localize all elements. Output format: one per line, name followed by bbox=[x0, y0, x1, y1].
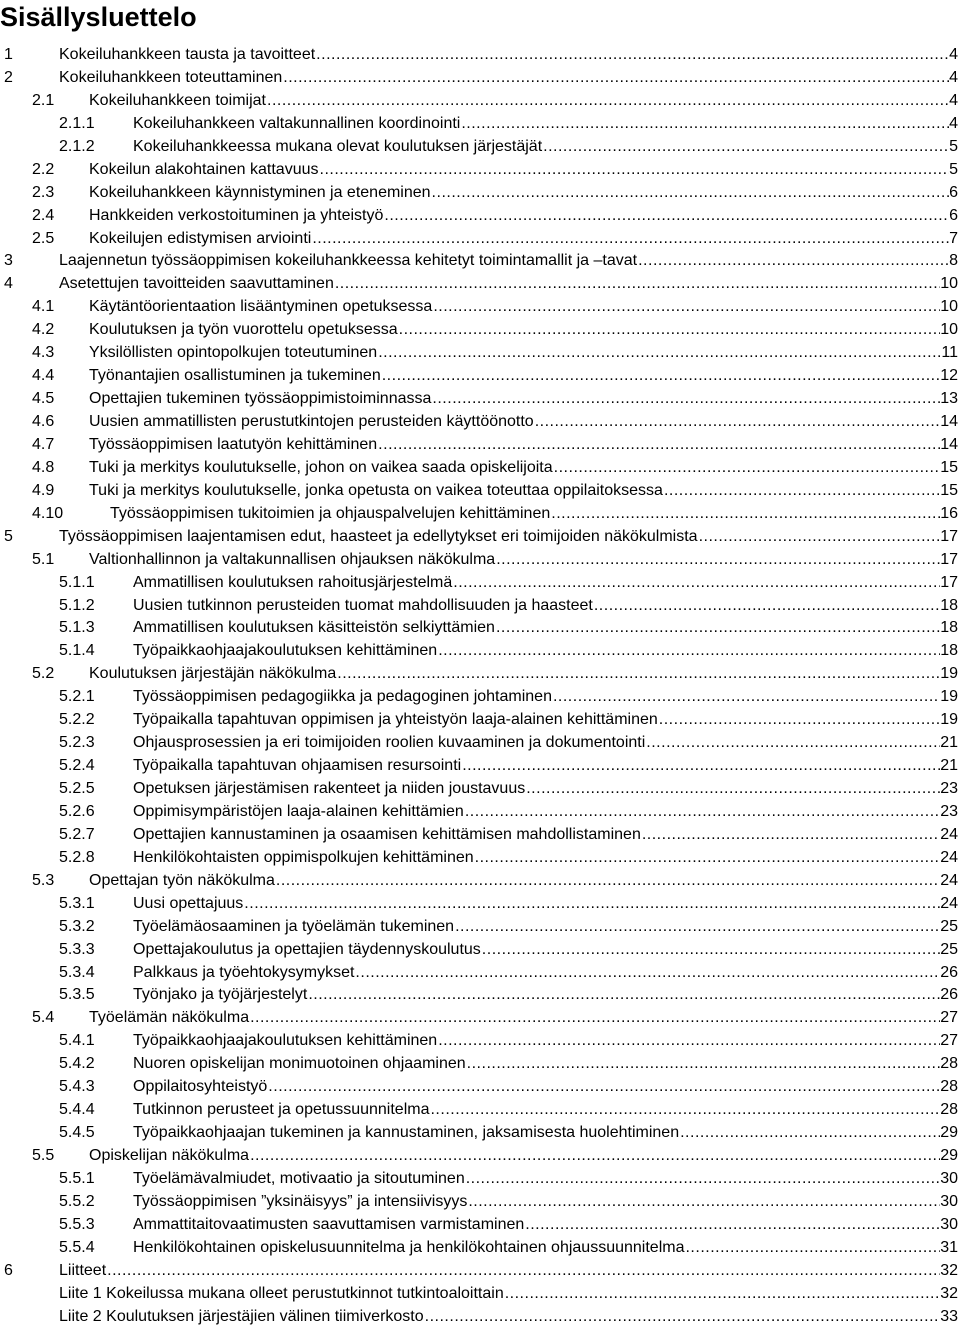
toc-dot-leader bbox=[465, 801, 940, 824]
toc-entry-page: 17 bbox=[940, 527, 958, 545]
toc-dot-leader bbox=[664, 480, 940, 503]
toc-entry-number: 5.3.5 bbox=[59, 986, 95, 1004]
toc-entry-page: 23 bbox=[940, 780, 958, 797]
toc-dot-leader bbox=[482, 939, 940, 962]
toc-dot-leader bbox=[250, 1145, 940, 1168]
toc-dot-leader bbox=[268, 1076, 940, 1099]
toc-entry[interactable] bbox=[0, 640, 958, 663]
toc-entry-title: Työnjako ja työjärjestelyt bbox=[133, 986, 308, 1004]
toc-entry[interactable] bbox=[0, 595, 958, 618]
toc-dot-leader bbox=[642, 824, 940, 847]
toc-entry[interactable] bbox=[0, 457, 958, 480]
toc-dot-leader bbox=[432, 388, 940, 411]
toc-entry-page: 24 bbox=[940, 825, 958, 843]
toc-entry-page: 27 bbox=[940, 1009, 958, 1027]
toc-entry-number: 5.2.1 bbox=[59, 688, 95, 706]
toc-entry[interactable] bbox=[0, 824, 958, 847]
toc-entry-title: Työpaikalla tapahtuvan oppimisen ja yhteistyön laaja-alainen kehittäminen bbox=[133, 711, 658, 729]
toc-entry-title: Kokeiluhankkeen valtakunnallinen koordinointi bbox=[133, 114, 461, 132]
toc-entry[interactable] bbox=[0, 709, 958, 732]
toc-entry-page: 10 bbox=[940, 298, 958, 316]
toc-entry-number: 5.1.2 bbox=[59, 596, 95, 614]
toc-entry-page: 30 bbox=[940, 1215, 958, 1233]
toc-entry-page: 30 bbox=[940, 1169, 958, 1187]
toc-entry-page: 14 bbox=[940, 435, 958, 453]
toc-dot-leader bbox=[526, 778, 940, 801]
table-of-contents bbox=[0, 44, 958, 1329]
toc-entry[interactable] bbox=[0, 250, 958, 273]
toc-entry[interactable] bbox=[0, 1306, 958, 1329]
toc-dot-leader bbox=[337, 663, 940, 686]
toc-entry-number: 2 bbox=[4, 68, 13, 86]
toc-entry-title: Koulutuksen järjestäjän näkökulma bbox=[89, 665, 337, 683]
toc-entry-number: 5.2.3 bbox=[59, 734, 95, 752]
toc-entry-title: Uusi opettajuus bbox=[133, 894, 244, 912]
toc-entry-number: 2.2 bbox=[32, 160, 55, 178]
toc-entry-number: 5.2 bbox=[32, 665, 55, 683]
toc-entry-page: 10 bbox=[940, 275, 958, 293]
toc-entry-title: Henkilökohtaisten oppimispolkujen kehittäminen bbox=[133, 848, 474, 866]
toc-entry-title: Kokeiluhankkeen tausta ja tavoitteet bbox=[59, 46, 316, 63]
toc-dot-leader bbox=[355, 962, 940, 985]
toc-entry-title: Kokeiluhankkeen toimijat bbox=[89, 91, 266, 109]
toc-entry[interactable] bbox=[0, 893, 958, 916]
toc-dot-leader bbox=[267, 90, 949, 113]
toc-entry-page: 28 bbox=[940, 1101, 958, 1119]
toc-dot-leader bbox=[438, 640, 940, 663]
toc-entry-number: 5.5.1 bbox=[59, 1169, 95, 1187]
toc-entry-number: 5.3.4 bbox=[59, 963, 95, 981]
toc-entry-page: 19 bbox=[940, 688, 958, 706]
toc-dot-leader bbox=[659, 709, 940, 732]
toc-entry-page: 24 bbox=[940, 848, 958, 866]
toc-entry-title: Työssäoppimisen pedagogiikka ja pedagoginen johtaminen bbox=[133, 688, 552, 706]
toc-entry-number: 5.1.4 bbox=[59, 642, 95, 660]
toc-entry[interactable] bbox=[0, 296, 958, 319]
toc-dot-leader bbox=[378, 342, 941, 365]
toc-entry-title: Työssäoppimisen ”yksinäisyys” ja intensiivisyys bbox=[133, 1192, 468, 1210]
toc-entry[interactable] bbox=[0, 1145, 958, 1168]
toc-entry-number: 5.4.5 bbox=[59, 1124, 95, 1142]
toc-entry-title: Kokeilun alakohtainen kattavuus bbox=[89, 160, 319, 178]
toc-entry-number: 2.3 bbox=[32, 183, 55, 201]
toc-entry[interactable] bbox=[0, 939, 958, 962]
toc-entry[interactable] bbox=[0, 159, 958, 182]
toc-entry[interactable] bbox=[0, 549, 958, 572]
toc-entry-title: Nuoren opiskelijan monimuotoinen ohjaaminen bbox=[133, 1055, 466, 1073]
toc-entry-number: 5.5 bbox=[32, 1147, 55, 1164]
toc-entry[interactable] bbox=[0, 1007, 958, 1030]
toc-entry-page: 17 bbox=[940, 550, 958, 568]
toc-entry-page: 16 bbox=[940, 504, 958, 522]
toc-entry-number: 4.3 bbox=[32, 344, 55, 362]
toc-entry-number: 3 bbox=[4, 252, 13, 270]
toc-entry-page: 32 bbox=[940, 1284, 958, 1302]
toc-entry-title: Työssäoppimisen laajentamisen edut, haasteet ja edellytykset eri toimijoiden näkökulmista bbox=[59, 527, 698, 545]
toc-entry-title: Työpaikalla tapahtuvan ohjaamisen resursointi bbox=[133, 757, 462, 775]
toc-entry-title: Oppimisympäristöjen laaja-alainen kehittämien bbox=[133, 802, 464, 820]
toc-entry-title: Työpaikkaohjaajan tukeminen ja kannustaminen, jaksamisesta huolehtiminen bbox=[133, 1124, 680, 1142]
toc-entry[interactable] bbox=[0, 90, 958, 113]
toc-entry-title: Ammatillisen koulutuksen käsitteistön selkiyttämien bbox=[133, 619, 495, 637]
toc-entry[interactable] bbox=[0, 411, 958, 434]
toc-entry[interactable] bbox=[0, 778, 958, 801]
toc-dot-leader bbox=[453, 572, 940, 595]
toc-entry[interactable] bbox=[0, 617, 958, 640]
toc-dot-leader bbox=[646, 732, 940, 755]
toc-dot-leader bbox=[316, 44, 949, 67]
toc-entry-page: 23 bbox=[940, 802, 958, 820]
toc-entry-title: Valtionhallinnon ja valtakunnallisen ohjauksen näkökulma bbox=[89, 550, 496, 568]
toc-entry[interactable] bbox=[0, 503, 958, 526]
toc-entry-page: 11 bbox=[941, 344, 958, 362]
toc-entry[interactable] bbox=[0, 342, 958, 365]
toc-entry-number: 5.3.1 bbox=[59, 894, 95, 912]
toc-entry-number: 5.2.4 bbox=[59, 757, 95, 775]
toc-entry-title: Tuki ja merkitys koulutukselle, johon on vaikea saada opiskelijoita bbox=[89, 458, 553, 476]
toc-dot-leader bbox=[107, 1260, 940, 1283]
toc-entry[interactable] bbox=[0, 480, 958, 503]
toc-entry-number: 4.9 bbox=[32, 481, 55, 499]
toc-entry-page: 29 bbox=[940, 1147, 958, 1164]
toc-entry-page: 4 bbox=[949, 91, 958, 109]
page-title: Sisällysluettelo bbox=[0, 2, 197, 32]
toc-entry-page: 4 bbox=[949, 68, 958, 86]
toc-entry-number: 4.8 bbox=[32, 458, 55, 476]
toc-entry-number: 2.4 bbox=[32, 206, 55, 224]
toc-entry[interactable] bbox=[0, 663, 958, 686]
toc-entry-page: 12 bbox=[940, 367, 958, 385]
toc-entry[interactable] bbox=[0, 182, 958, 205]
toc-entry[interactable] bbox=[0, 113, 958, 136]
toc-entry-title: Työnantajien osallistuminen ja tukeminen bbox=[89, 367, 381, 385]
toc-dot-leader bbox=[543, 136, 949, 159]
toc-dot-leader bbox=[680, 1122, 940, 1145]
toc-entry-title: Liite 2 Koulutuksen järjestäjien välinen tiimiverkosto bbox=[59, 1307, 424, 1325]
toc-entry-title: Opetuksen järjestämisen rakenteet ja niiden joustavuus bbox=[133, 780, 526, 797]
toc-entry[interactable] bbox=[0, 44, 958, 67]
toc-dot-leader bbox=[382, 365, 940, 388]
toc-dot-leader bbox=[496, 549, 940, 572]
toc-dot-leader bbox=[384, 205, 949, 228]
toc-entry-title: Opettajien kannustaminen ja osaamisen kehittämisen mahdollistaminen bbox=[133, 825, 641, 843]
toc-entry-number: 4.6 bbox=[32, 413, 55, 430]
toc-entry-page: 25 bbox=[940, 940, 958, 958]
toc-dot-leader bbox=[466, 1168, 940, 1191]
toc-entry-title: Opiskelijan näkökulma bbox=[89, 1147, 250, 1164]
toc-entry-page: 28 bbox=[940, 1078, 958, 1096]
toc-entry-title: Ammatillisen koulutuksen rahoitusjärjestelmä bbox=[133, 573, 453, 591]
toc-entry-number: 4.5 bbox=[32, 390, 55, 408]
toc-entry-title: Laajennetun työssäoppimisen kokeiluhankkeessa kehitetyt toimintamallit ja –tavat bbox=[59, 252, 638, 270]
toc-entry-number: 5.1.3 bbox=[59, 619, 95, 637]
toc-entry-title: Yksilöllisten opintopolkujen toteutuminen bbox=[89, 344, 378, 362]
toc-entry[interactable] bbox=[0, 1214, 958, 1237]
toc-entry-title: Kokeilujen edistymisen arviointi bbox=[89, 229, 312, 247]
toc-entry[interactable] bbox=[0, 916, 958, 939]
toc-entry-title: Kokeiluhankkeen käynnistyminen ja eteneminen bbox=[89, 183, 431, 201]
toc-entry-title: Opettajien tukeminen työssäoppimistoiminnassa bbox=[89, 390, 432, 408]
toc-dot-leader bbox=[438, 1030, 940, 1053]
toc-dot-leader bbox=[308, 984, 940, 1007]
toc-entry-title: Työssäoppimisen laatutyön kehittäminen bbox=[89, 435, 378, 453]
toc-entry-number: 5.1 bbox=[32, 550, 55, 568]
toc-dot-leader bbox=[250, 1007, 940, 1030]
toc-entry-page: 6 bbox=[949, 183, 958, 201]
toc-entry[interactable] bbox=[0, 67, 958, 90]
toc-dot-leader bbox=[553, 686, 940, 709]
toc-dot-leader bbox=[283, 67, 949, 90]
toc-entry-number: 1 bbox=[4, 46, 13, 63]
toc-dot-leader bbox=[462, 755, 940, 778]
toc-entry-number: 5.4.1 bbox=[59, 1032, 95, 1050]
toc-dot-leader bbox=[430, 1099, 940, 1122]
toc-dot-leader bbox=[399, 319, 941, 342]
toc-entry-number: 5.1.1 bbox=[59, 573, 95, 591]
toc-entry[interactable] bbox=[0, 205, 958, 228]
toc-entry-page: 19 bbox=[940, 711, 958, 729]
toc-entry[interactable] bbox=[0, 801, 958, 824]
toc-entry[interactable] bbox=[0, 870, 958, 893]
toc-entry[interactable] bbox=[0, 1030, 958, 1053]
toc-entry-title: Oppilaitosyhteistyö bbox=[133, 1078, 268, 1096]
toc-entry-title: Kokeiluhankkeessa mukana olevat koulutuksen järjestäjät bbox=[133, 137, 543, 155]
toc-entry-page: 15 bbox=[940, 481, 958, 499]
toc-entry-number: 4.10 bbox=[32, 504, 64, 522]
toc-entry[interactable] bbox=[0, 732, 958, 755]
toc-entry-title: Liite 1 Kokeilussa mukana olleet perustutkinnot tutkintoaloittain bbox=[59, 1284, 504, 1302]
toc-entry-title: Koulutuksen ja työn vuorottelu opetuksessa bbox=[89, 321, 398, 339]
toc-dot-leader bbox=[496, 617, 940, 640]
toc-entry-number: 5 bbox=[4, 527, 13, 545]
toc-entry-page: 26 bbox=[940, 986, 958, 1004]
toc-entry-number: 5.4 bbox=[32, 1009, 55, 1027]
toc-dot-leader bbox=[312, 228, 949, 251]
toc-entry-title: Hankkeiden verkostoituminen ja yhteistyö bbox=[89, 206, 384, 224]
toc-entry-title: Uusien ammatillisten perustutkintojen perusteiden käyttöönotto bbox=[89, 413, 534, 430]
toc-entry-number: 5.3.2 bbox=[59, 917, 95, 935]
toc-entry-number: 4.4 bbox=[32, 367, 55, 385]
toc-entry-page: 7 bbox=[949, 229, 958, 247]
toc-entry[interactable] bbox=[0, 686, 958, 709]
toc-entry-page: 8 bbox=[949, 252, 958, 270]
toc-entry-number: 4.7 bbox=[32, 435, 55, 453]
toc-entry-page: 29 bbox=[940, 1124, 958, 1142]
toc-entry-title: Opettajan työn näkökulma bbox=[89, 871, 275, 889]
toc-entry-page: 19 bbox=[940, 665, 958, 683]
toc-entry[interactable] bbox=[0, 572, 958, 595]
toc-entry[interactable] bbox=[0, 1260, 958, 1283]
toc-entry-page: 25 bbox=[940, 917, 958, 935]
toc-dot-leader bbox=[551, 503, 940, 526]
toc-entry-page: 6 bbox=[949, 206, 958, 224]
toc-entry-title: Työssäoppimisen tukitoimien ja ohjauspalvelujen kehittäminen bbox=[110, 504, 551, 522]
toc-entry-number: 5.2.8 bbox=[59, 848, 95, 866]
toc-entry[interactable] bbox=[0, 962, 958, 985]
toc-entry-number: 4.2 bbox=[32, 321, 55, 339]
toc-entry-number: 5.2.5 bbox=[59, 780, 95, 797]
toc-dot-leader bbox=[425, 1306, 941, 1329]
toc-entry-title: Tuki ja merkitys koulutukselle, jonka opetusta on vaikea toteuttaa oppilaitoksessa bbox=[89, 481, 663, 499]
toc-entry-number: 5.5.3 bbox=[59, 1215, 95, 1233]
toc-entry-title: Työelämävalmiudet, motivaatio ja sitoutuminen bbox=[133, 1169, 465, 1187]
toc-dot-leader bbox=[468, 1191, 940, 1214]
toc-entry-number: 4.1 bbox=[32, 298, 55, 316]
toc-dot-leader bbox=[378, 434, 940, 457]
toc-dot-leader bbox=[467, 1053, 941, 1076]
toc-entry-page: 5 bbox=[949, 137, 958, 155]
toc-entry[interactable] bbox=[0, 1283, 958, 1306]
toc-entry[interactable] bbox=[0, 434, 958, 457]
toc-dot-leader bbox=[594, 595, 940, 618]
toc-entry-page: 10 bbox=[940, 321, 958, 339]
toc-dot-leader bbox=[535, 411, 941, 434]
toc-entry[interactable] bbox=[0, 1076, 958, 1099]
toc-dot-leader bbox=[525, 1214, 940, 1237]
toc-entry[interactable] bbox=[0, 1191, 958, 1214]
toc-entry-page: 31 bbox=[940, 1238, 958, 1256]
toc-entry-page: 4 bbox=[949, 46, 958, 63]
toc-entry-number: 5.4.4 bbox=[59, 1101, 95, 1119]
toc-entry-page: 21 bbox=[940, 757, 958, 775]
toc-entry-page: 5 bbox=[949, 160, 958, 178]
toc-entry-page: 18 bbox=[940, 642, 958, 660]
toc-dot-leader bbox=[699, 526, 941, 549]
toc-dot-leader bbox=[455, 916, 940, 939]
toc-entry[interactable] bbox=[0, 526, 958, 549]
toc-entry-page: 27 bbox=[940, 1032, 958, 1050]
toc-entry-number: 2.1.2 bbox=[59, 137, 95, 155]
toc-entry-title: Ammattitaitovaatimusten saavuttamisen varmistaminen bbox=[133, 1215, 525, 1233]
toc-entry-page: 33 bbox=[940, 1307, 958, 1325]
toc-entry[interactable] bbox=[0, 755, 958, 778]
toc-entry-number: 5.2.7 bbox=[59, 825, 95, 843]
toc-entry-title: Työpaikkaohjaajakoulutuksen kehittäminen bbox=[133, 1032, 438, 1050]
toc-entry-page: 24 bbox=[940, 871, 958, 889]
toc-dot-leader bbox=[432, 182, 950, 205]
toc-entry-number: 4 bbox=[4, 275, 13, 293]
toc-entry-title: Ohjausprosessien ja eri toimijoiden roolien kuvaaminen ja dokumentointi bbox=[133, 734, 646, 752]
toc-entry-page: 18 bbox=[940, 619, 958, 637]
toc-dot-leader bbox=[685, 1237, 940, 1260]
toc-entry-title: Uusien tutkinnon perusteiden tuomat mahdollisuuden ja haasteet bbox=[133, 596, 593, 614]
toc-dot-leader bbox=[433, 296, 940, 319]
toc-dot-leader bbox=[505, 1283, 940, 1306]
toc-dot-leader bbox=[554, 457, 941, 480]
toc-entry-number: 5.2.6 bbox=[59, 802, 95, 820]
toc-entry-number: 2.1 bbox=[32, 91, 55, 109]
toc-entry-title: Liitteet bbox=[59, 1261, 107, 1279]
toc-entry-page: 28 bbox=[940, 1055, 958, 1073]
toc-entry[interactable] bbox=[0, 365, 958, 388]
toc-dot-leader bbox=[244, 893, 940, 916]
toc-entry-page: 26 bbox=[940, 963, 958, 981]
toc-entry-title: Henkilökohtainen opiskelusuunnitelma ja henkilökohtainen ohjaussuunnitelma bbox=[133, 1238, 685, 1256]
toc-entry[interactable] bbox=[0, 1099, 958, 1122]
toc-entry[interactable] bbox=[0, 847, 958, 870]
toc-entry-page: 24 bbox=[940, 894, 958, 912]
toc-entry-number: 2.1.1 bbox=[59, 114, 95, 132]
toc-entry[interactable] bbox=[0, 1053, 958, 1076]
toc-dot-leader bbox=[335, 273, 940, 296]
toc-entry-title: Asetettujen tavoitteiden saavuttaminen bbox=[59, 275, 334, 293]
toc-entry[interactable] bbox=[0, 273, 958, 296]
toc-entry-page: 14 bbox=[940, 413, 958, 430]
toc-entry[interactable] bbox=[0, 319, 958, 342]
toc-entry-page: 17 bbox=[940, 573, 958, 591]
toc-entry-number: 5.3.3 bbox=[59, 940, 95, 958]
toc-dot-leader bbox=[320, 159, 950, 182]
toc-entry[interactable] bbox=[0, 136, 958, 159]
toc-dot-leader bbox=[638, 250, 949, 273]
toc-entry-number: 5.3 bbox=[32, 871, 55, 889]
toc-dot-leader bbox=[461, 113, 949, 136]
toc-entry-title: Työelämän näkökulma bbox=[89, 1009, 250, 1027]
toc-entry-page: 32 bbox=[940, 1261, 958, 1279]
toc-entry-page: 30 bbox=[940, 1192, 958, 1210]
toc-entry-number: 5.2.2 bbox=[59, 711, 95, 729]
toc-entry[interactable] bbox=[0, 1168, 958, 1191]
toc-entry-title: Tutkinnon perusteet ja opetussuunnitelma bbox=[133, 1101, 430, 1119]
toc-entry-page: 15 bbox=[940, 458, 958, 476]
toc-entry-title: Opettajakoulutus ja opettajien täydennyskoulutus bbox=[133, 940, 481, 958]
toc-entry-title: Palkkaus ja työehtokysymykset bbox=[133, 963, 355, 981]
toc-dot-leader bbox=[475, 847, 941, 870]
toc-entry[interactable] bbox=[0, 228, 958, 251]
toc-entry[interactable] bbox=[0, 984, 958, 1007]
toc-entry[interactable] bbox=[0, 388, 958, 411]
toc-entry-page: 13 bbox=[940, 390, 958, 408]
toc-entry-title: Työpaikkaohjaajakoulutuksen kehittäminen bbox=[133, 642, 438, 660]
toc-entry-page: 4 bbox=[949, 114, 958, 132]
toc-entry-title: Työelämäosaaminen ja työelämän tukeminen bbox=[133, 917, 455, 935]
toc-entry-page: 18 bbox=[940, 596, 958, 614]
toc-entry-title: Kokeiluhankkeen toteuttaminen bbox=[59, 68, 283, 86]
toc-entry-number: 5.4.3 bbox=[59, 1078, 95, 1096]
toc-entry-number: 5.5.4 bbox=[59, 1238, 95, 1256]
toc-entry[interactable] bbox=[0, 1237, 958, 1260]
toc-entry-title: Käytäntöorientaation lisääntyminen opetuksessa bbox=[89, 298, 433, 316]
toc-entry-page: 21 bbox=[940, 734, 958, 752]
toc-entry-number: 5.5.2 bbox=[59, 1192, 95, 1210]
toc-entry-number: 2.5 bbox=[32, 229, 55, 247]
toc-entry[interactable] bbox=[0, 1122, 958, 1145]
toc-dot-leader bbox=[276, 870, 940, 893]
toc-entry-number: 5.4.2 bbox=[59, 1055, 95, 1073]
toc-entry-number: 6 bbox=[4, 1261, 13, 1279]
